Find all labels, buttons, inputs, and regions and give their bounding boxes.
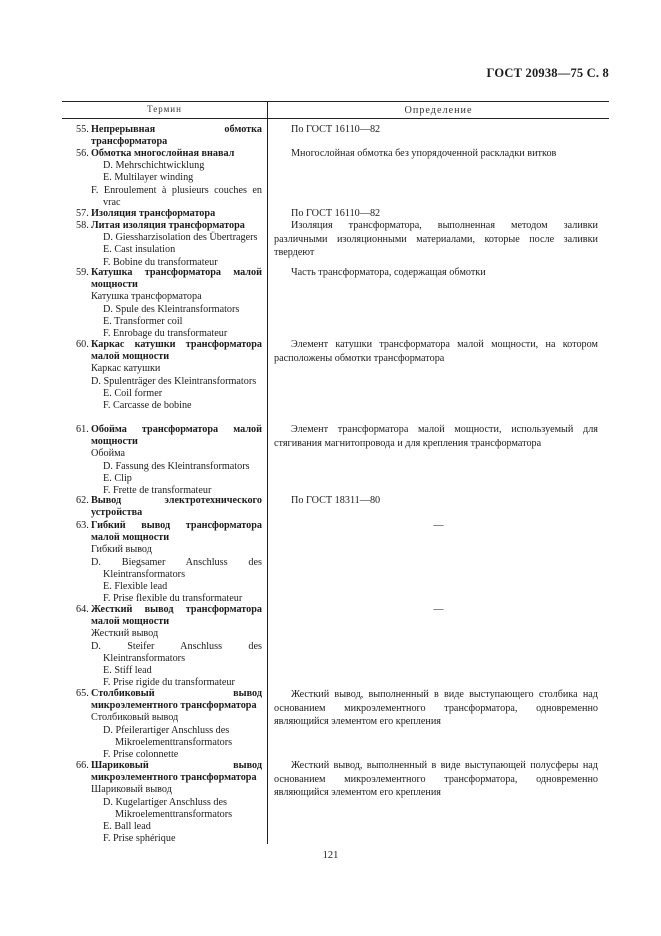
column-header-definition: Определение: [404, 105, 473, 116]
term-number: 59.: [76, 267, 89, 278]
term-title: Гибкий вывод трансформатора малой мощности: [91, 520, 262, 544]
term-french: F. Enrobage du transformateur: [103, 328, 228, 340]
term-title: Столбиковый вывод микроэлементного трансформатора: [91, 688, 262, 712]
term-short-form: Обойма: [91, 448, 125, 460]
term-english: E. Flexible lead: [103, 581, 168, 593]
page-number: 121: [322, 850, 339, 861]
term-entry-66: [76, 760, 262, 845]
term-english: E. Cast insulation: [103, 244, 176, 256]
term-english: E. Clip: [103, 472, 132, 484]
term-entry-60: [76, 339, 262, 412]
term-number: 57.: [76, 208, 89, 219]
term-entry-63: [76, 520, 262, 605]
term-german-cont: Mikroelementtransformators: [115, 808, 233, 820]
term-title: Вывод электротехнического устройства: [91, 495, 262, 519]
term-short-form: Катушка трансформатора: [91, 291, 202, 303]
term-number: 56.: [76, 148, 89, 159]
definition-62: По ГОСТ 18311—80: [291, 495, 381, 506]
term-number: 66.: [76, 760, 89, 771]
term-german: D. Kugelartiger Anschluss des: [103, 796, 227, 808]
term-english: E. Transformer coil: [103, 315, 183, 327]
term-french: F. Frette de transformateur: [103, 485, 212, 497]
definition-64: —: [433, 604, 444, 615]
term-short-form: Жесткий вывод: [91, 628, 159, 640]
term-number: 55.: [76, 124, 89, 135]
term-number: 62.: [76, 495, 89, 506]
term-title: Шариковый вывод микроэлементного трансформатора: [91, 760, 262, 784]
term-french: F. Carcasse de bobine: [103, 400, 192, 412]
term-french: F. Enroulement à plusieurs couches en vrac: [91, 184, 262, 208]
definition-58: Изоляция трансформатора, выполненная методом заливки различными изоляционными материалами, которые после заливки твердеют: [274, 220, 598, 258]
term-number: 64.: [76, 604, 89, 615]
term-german-cont: Mikroelementtransformators: [115, 736, 233, 748]
definition-57: По ГОСТ 16110—82: [291, 208, 381, 219]
definition-59: Часть трансформатора, содержащая обмотки: [291, 267, 486, 278]
term-short-form: Столбиковый вывод: [91, 712, 179, 724]
term-french: F. Prise sphérique: [103, 833, 176, 845]
table-header-rule: [62, 118, 609, 119]
term-number: 61.: [76, 424, 89, 435]
term-french: F. Prise flexible du transformateur: [103, 593, 243, 605]
term-entry-59: [76, 267, 262, 340]
term-german: D. Fassung des Kleintransformators: [103, 460, 250, 472]
term-title: Жесткий вывод трансформатора малой мощности: [91, 604, 262, 628]
term-french: F. Prise rigide du transformateur: [103, 677, 235, 689]
term-short-form: Шариковый вывод: [91, 784, 172, 796]
term-german: D. Biegsamer Anschluss des Kleintransformators: [91, 556, 262, 580]
term-entry-58: [76, 220, 262, 269]
column-divider: [267, 101, 268, 844]
term-german: D. Pfeilerartiger Anschluss des: [103, 724, 230, 736]
term-number: 60.: [76, 339, 89, 350]
term-german: D. Giessharzisolation des Übertragers: [103, 232, 258, 244]
term-title: Литая изоляция трансформатора: [91, 220, 245, 231]
term-title: Изоляция трансформатора: [91, 208, 216, 219]
definition-65: Жесткий вывод, выполненный в виде выступающего столбика над основанием микроэлементного трансформатора, одновременно являющийся элементом его крепления: [274, 689, 598, 727]
term-title: Обмотка многослойная внавал: [91, 148, 235, 159]
term-german: D. Spule des Kleintransformators: [103, 303, 240, 315]
definition-56: Многослойная обмотка без упорядоченной раскладки витков: [291, 148, 557, 159]
definition-55: По ГОСТ 16110—82: [291, 124, 381, 135]
definition-61: Элемент трансформатора малой мощности, используемый для стягивания магнитопровода и для крепления трансформатора: [274, 424, 598, 449]
term-french: F. Prise colonnette: [103, 749, 179, 761]
term-english: E. Multilayer winding: [103, 172, 194, 184]
definition-60: Элемент катушки трансформатора малой мощности, на котором расположены обмотки трансформатора: [274, 339, 598, 364]
term-french: F. Bobine du transformateur: [103, 256, 218, 268]
term-number: 65.: [76, 688, 89, 699]
term-number: 58.: [76, 220, 89, 231]
term-short-form: Каркас катушки: [91, 363, 161, 375]
term-entry-61: [76, 424, 262, 497]
definition-66: Жесткий вывод, выполненный в виде выступающей полусферы над основанием микроэлементного трансформатора, одновременно являющийся элементом его крепления: [274, 760, 598, 798]
table-top-rule: [62, 101, 609, 102]
term-entry-65: [76, 688, 262, 761]
term-german: D. Steifer Anschluss des Kleintransformators: [91, 640, 262, 664]
term-entry-64: [76, 604, 262, 689]
definition-63: —: [433, 520, 444, 531]
term-short-form: Гибкий вывод: [91, 544, 152, 556]
term-entry-57: [76, 208, 262, 220]
document-header: ГОСТ 20938—75 С. 8: [486, 66, 609, 80]
term-entry-55: [76, 124, 262, 148]
term-title: Непрерывная обмотка трансформатора: [91, 124, 262, 148]
term-title: Обойма трансформатора малой мощности: [91, 424, 262, 448]
term-number: 63.: [76, 520, 89, 531]
term-title: Катушка трансформатора малой мощности: [91, 267, 262, 291]
column-header-term: Термин: [147, 104, 182, 114]
term-german: D. Spulenträger des Kleintransformators: [91, 375, 257, 387]
term-english: E. Stiff lead: [103, 665, 152, 677]
term-english: E. Ball lead: [103, 821, 151, 833]
term-entry-62: [76, 495, 262, 519]
term-english: E. Coil former: [103, 387, 163, 399]
term-entry-56: [76, 148, 262, 209]
term-title: Каркас катушки трансформатора малой мощности: [91, 339, 262, 363]
term-german: D. Mehrschichtwicklung: [103, 160, 205, 172]
